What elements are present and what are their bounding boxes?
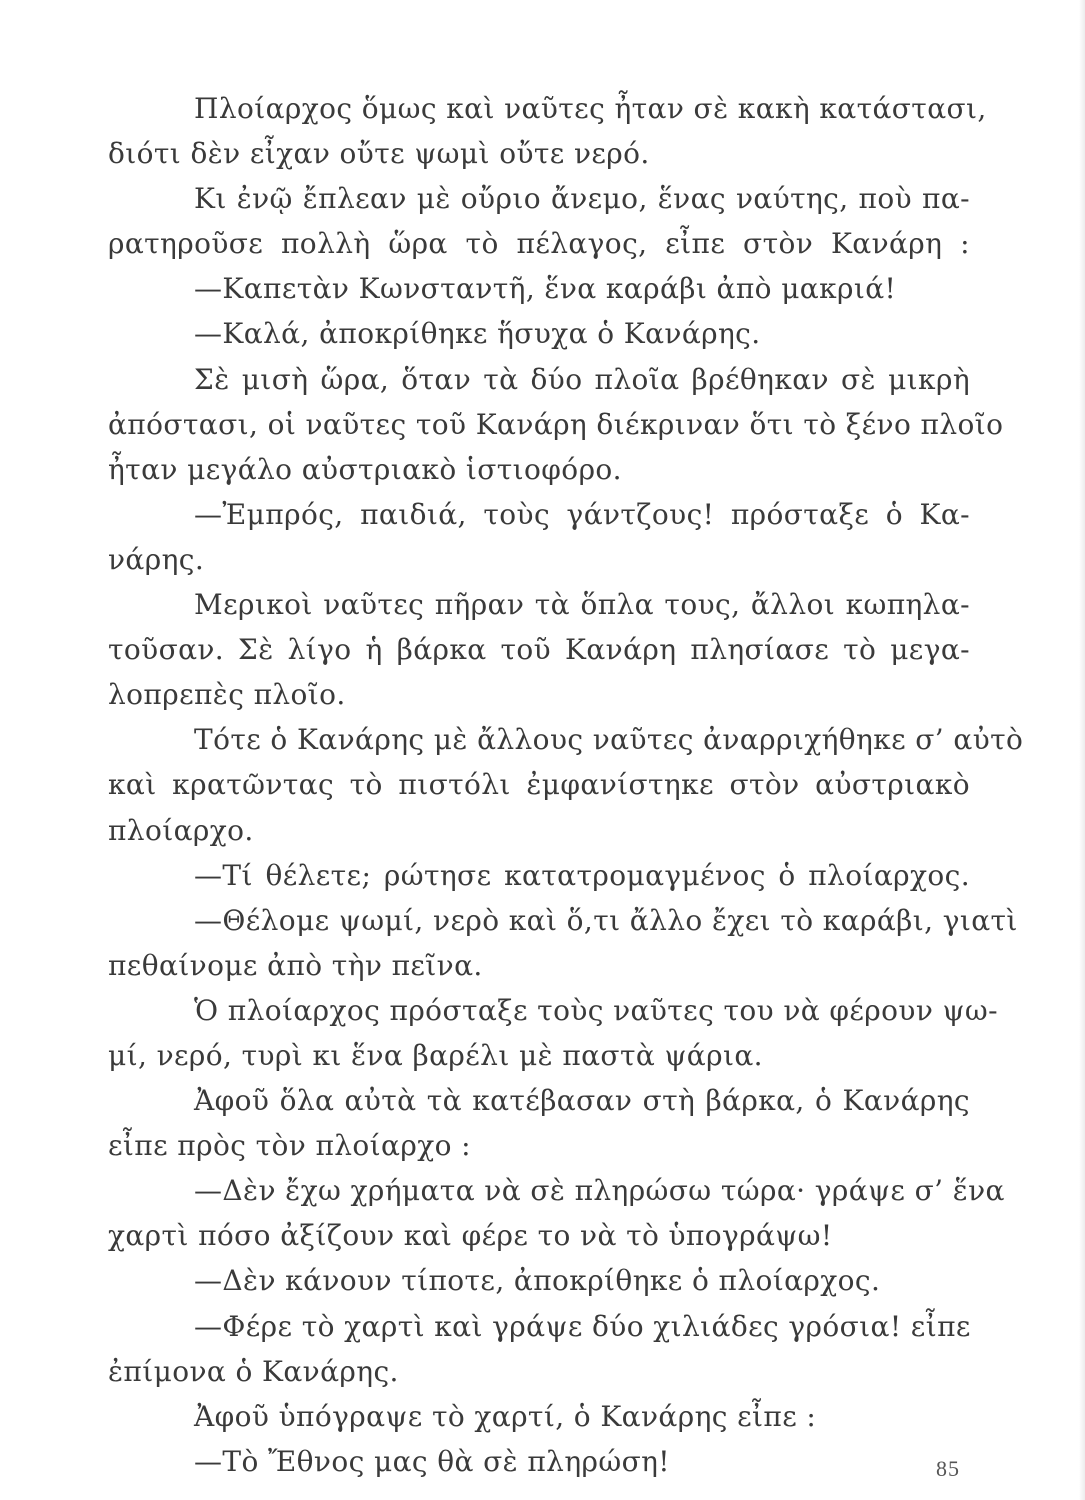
text-line: μί, νερό, τυρὶ κι ἕνα βαρέλι μὲ παστὰ ψάρια. <box>108 1038 763 1072</box>
text-line: καὶ κρατῶντας τὸ πιστόλι ἐμφανίστηκε στὸν αὐστριακὸ <box>108 768 970 802</box>
scan-edge <box>1079 0 1085 1500</box>
text-line: εἶπε πρὸς τὸν πλοίαρχο : <box>108 1129 471 1163</box>
text-line: —Τί θέλετε; ρώτησε κατατρομαγμένος ὁ πλοίαρχος. <box>194 858 970 892</box>
text-line: Ἀφοῦ ὅλα αὐτὰ τὰ κατέβασαν στὴ βάρκα, ὁ Κανάρης <box>194 1084 970 1118</box>
text-line: —Ἐμπρός, παιδιά, τοὺς γάντζους! πρόσταξε ὁ Κα- <box>194 497 970 531</box>
text-line: ρατηροῦσε πολλὴ ὥρα τὸ πέλαγος, εἶπε στὸν Κανάρη : <box>108 227 970 261</box>
text-line: —Καλά, ἀποκρίθηκε ἥσυχα ὁ Κανάρης. <box>194 317 761 351</box>
text-line: Σὲ μισὴ ὥρα, ὅταν τὰ δύο πλοῖα βρέθηκαν σὲ μικρὴ <box>194 362 970 396</box>
text-line: λοπρεπὲς πλοῖο. <box>108 678 346 712</box>
text-line: Πλοίαρχος ὅμως καὶ ναῦτες ἦταν σὲ κακὴ κατάστασι, <box>194 92 987 125</box>
text-line: —Θέλομε ψωμί, νερὸ καὶ ὅ,τι ἄλλο ἔχει τὸ καράβι, γιατὶ <box>194 903 1018 937</box>
text-line: πεθαίνομε ἀπὸ τὴν πεῖνα. <box>108 948 483 982</box>
text-line: —Καπετὰν Κωνσταντῆ, ἕνα καράβι ἀπὸ μακριά! <box>194 272 897 306</box>
text-line: —Δὲν κάνουν τίποτε, ἀποκρίθηκε ὁ πλοίαρχος. <box>194 1264 881 1298</box>
text-line: Μερικοὶ ναῦτες πῆραν τὰ ὅπλα τους, ἄλλοι κωπηλα- <box>194 588 970 622</box>
text-line: —Φέρε τὸ χαρτὶ καὶ γράψε δύο χιλιάδες γρόσια! εἶπε <box>194 1309 971 1343</box>
text-line: τοῦσαν. Σὲ λίγο ἡ βάρκα τοῦ Κανάρη πλησίασε τὸ μεγα- <box>108 633 970 667</box>
text-line: —Δὲν ἔχω χρήματα νὰ σὲ πληρώσω τώρα· γράψε σ’ ἕνα <box>194 1174 1005 1208</box>
text-line: ἦταν μεγάλο αὐστριακὸ ἱστιοφόρο. <box>108 452 622 486</box>
text-line: χαρτὶ πόσο ἀξίζουν καὶ φέρε το νὰ τὸ ὑπογράψω! <box>108 1219 833 1253</box>
text-line: διότι δὲν εἶχαν οὔτε ψωμὶ οὔτε νερό. <box>108 137 650 171</box>
text-line: Ὁ πλοίαρχος πρόσταξε τοὺς ναῦτες του νὰ φέρουν ψω- <box>194 993 998 1027</box>
body-text <box>108 86 1024 1484</box>
text-line: Τότε ὁ Κανάρης μὲ ἄλλους ναῦτες ἀναρριχήθηκε σ’ αὐτὸ <box>194 723 1024 757</box>
text-line: ἀπόστασι, οἱ ναῦτες τοῦ Κανάρη διέκριναν ὅτι τὸ ξένο πλοῖο <box>108 407 1004 441</box>
page-number: 85 <box>936 1456 960 1481</box>
text-line: Κι ἐνῷ ἔπλεαν μὲ οὔριο ἄνεμο, ἕνας ναύτης, ποὺ πα- <box>194 182 970 216</box>
text-line: —Τὸ Ἔθνος μας θὰ σὲ πληρώση! <box>194 1444 670 1478</box>
text-line: Ἀφοῦ ὑπόγραψε τὸ χαρτί, ὁ Κανάρης εἶπε : <box>194 1399 817 1433</box>
text-line: ἐπίμονα ὁ Κανάρης. <box>108 1354 399 1388</box>
text-line: πλοίαρχο. <box>108 813 254 847</box>
text-line: νάρης. <box>108 542 205 576</box>
